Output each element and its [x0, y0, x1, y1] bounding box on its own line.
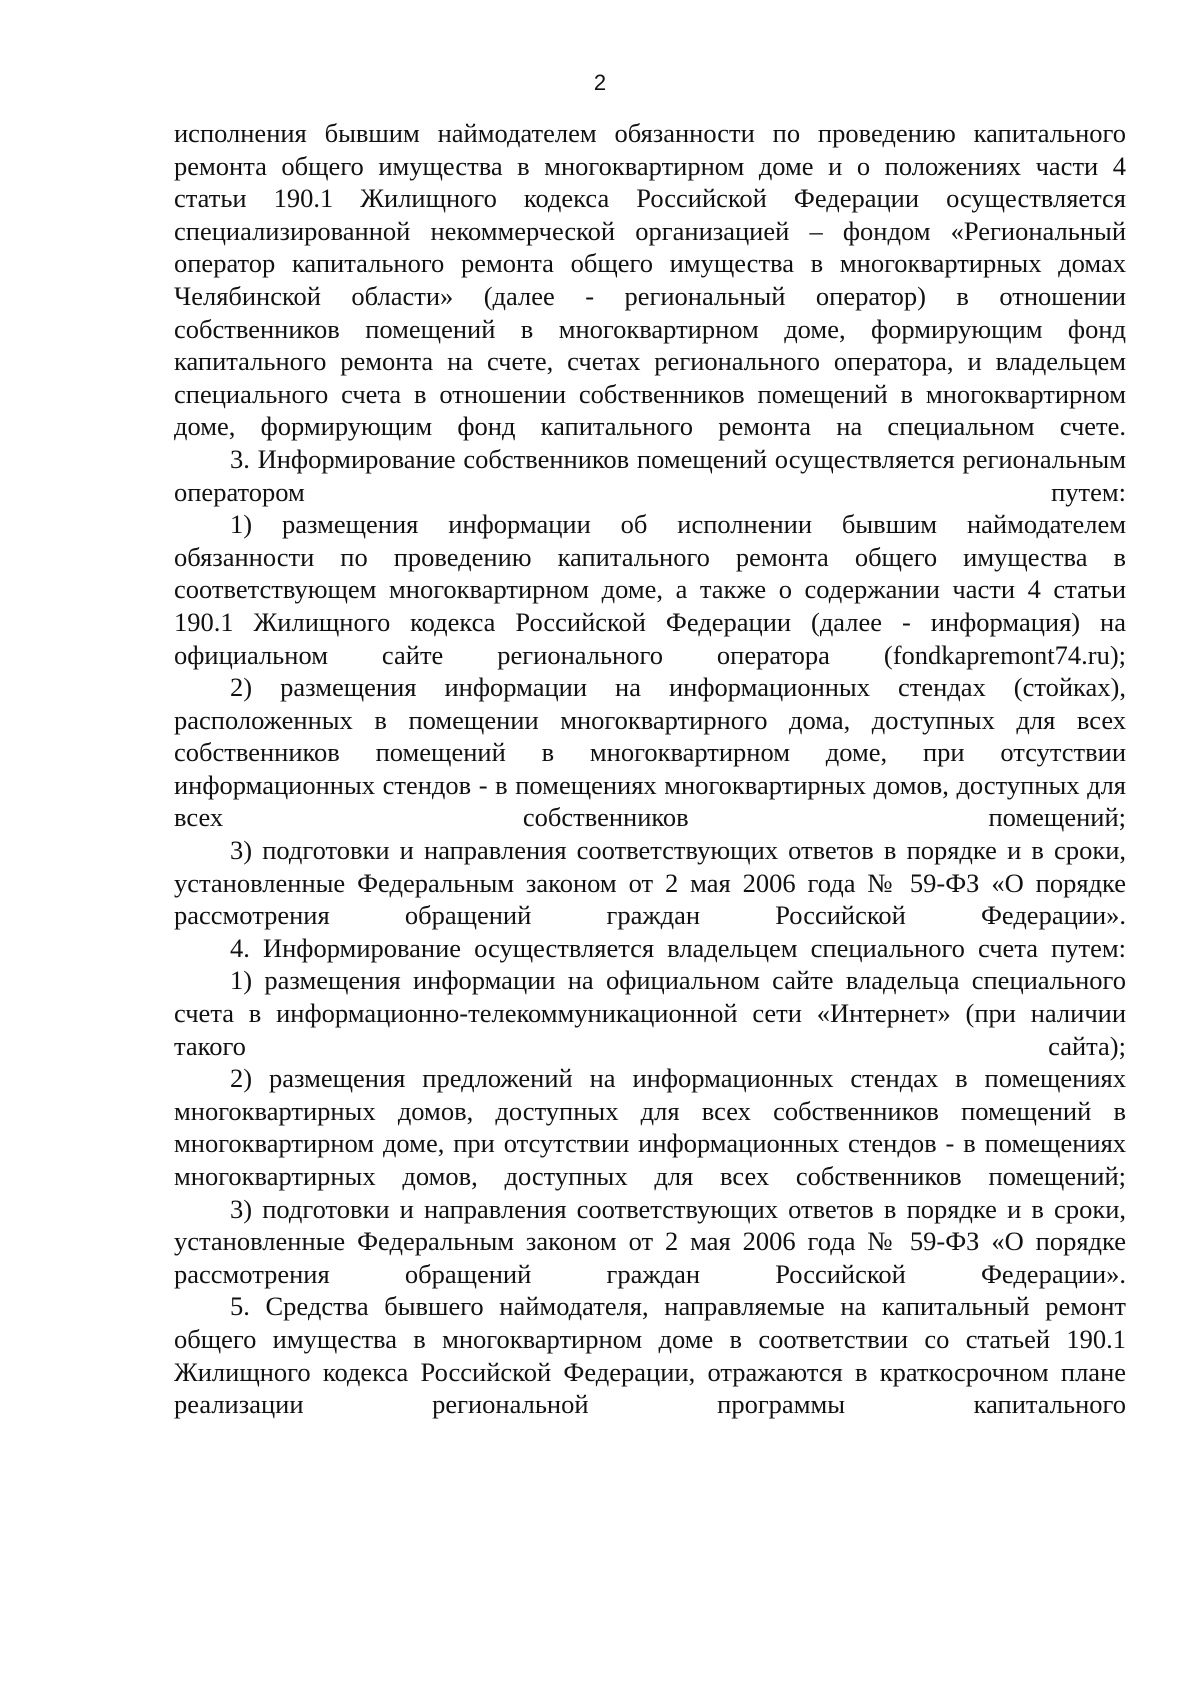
text-line: региональный оператор) в отношении собственников помещений: [174, 280, 1126, 344]
paragraph-item-3-1: [174, 508, 1126, 671]
text-line: помещений;: [988, 1161, 1127, 1191]
text-line: «О порядке рассмотрения обращений граждан Российской Федерации».: [174, 1226, 1126, 1289]
text-line: общего имущества в многоквартирных домах Челябинской области» (далее -: [174, 248, 1127, 311]
paragraph-item-4-1: [174, 964, 1126, 1062]
text-line: доступных для всех собственников помещений;: [174, 769, 1126, 833]
page-number: 2: [593, 70, 607, 95]
text-line: региональным оператором путем:: [174, 443, 1126, 507]
paragraph-item-3: [174, 443, 1126, 508]
paragraph-continuation: [174, 117, 1126, 443]
text-line: 3) подготовки и направления соответствующих ответов в порядке: [230, 835, 997, 866]
text-line: и о положениях части 4 статьи 190.1 Жилищного кодекса Российской: [174, 150, 1126, 214]
text-line: специального счета в информационно-телекоммуникационной сети: [174, 965, 1126, 1029]
text-line: статьи 190.1 Жилищного кодекса Российской Федерации (далее -: [174, 574, 1127, 637]
text-line: информационных стендов - в помещениях многоквартирных домов,: [174, 769, 949, 800]
text-line: со статьей 190.1 Жилищного кодекса Российской Федерации, отражаются: [174, 1323, 1127, 1387]
paragraph-item-4: [174, 932, 1126, 965]
text-line: многоквартирных домов, доступных для всех собственников помещений: [174, 1095, 1092, 1126]
text-line: в соответствующем многоквартирном доме, а также о содержании части 4: [174, 541, 1127, 605]
paragraph-item-3-2: [174, 671, 1126, 834]
text-line: информация) на официальном сайте регионального оператора: [174, 606, 1126, 670]
text-line: в отношении собственников помещений в многоквартирном доме,: [174, 378, 1127, 442]
text-line: 4. Информирование осуществляется владельцем специального счета: [230, 932, 1038, 963]
document-body: [174, 117, 1126, 1421]
text-line: 2) размещения информации на информационных стендах (стойках),: [230, 672, 1126, 703]
text-line: и в сроки, установленные Федеральным законом от 2 мая 2006 года № 59-ФЗ: [174, 1193, 1126, 1257]
text-line: путем:: [1051, 932, 1127, 963]
text-line: исполнения бывшим наймодателем обязанности по проведению: [174, 118, 956, 148]
text-line: 3. Информирование собственников помещений осуществляется: [230, 443, 955, 474]
text-line: 1) размещения информации об исполнении бывшим наймодателем: [230, 509, 1126, 540]
paragraph-item-4-3: [174, 1193, 1126, 1291]
text-line: в краткосрочном плане реализации региональной программы капитального: [174, 1356, 1127, 1420]
text-line: 5. Средства бывшего наймодателя, направляемые на капитальный: [230, 1291, 1030, 1322]
text-line: расположенных в помещении многоквартирного дома, доступных для всех: [174, 704, 1126, 735]
text-line: в помещениях многоквартирных домов, доступных для всех собственников: [174, 1128, 1127, 1191]
paragraph-item-4-2: [174, 1062, 1126, 1192]
text-line: ремонт общего имущества в многоквартирном доме в соответствии: [174, 1291, 1126, 1354]
text-line: «Интернет» (при наличии такого сайта);: [174, 998, 1127, 1061]
text-line: (fondkapremont74.ru);: [883, 639, 1127, 670]
text-line: капитального ремонта общего имущества в многоквартирном доме: [174, 118, 1126, 181]
text-line: формирующим фонд капитального ремонта на специальном счете.: [260, 411, 1126, 442]
text-line: в многоквартирном доме, формирующим фонд капитального ремонта: [174, 313, 1127, 377]
text-line: 3) подготовки и направления соответствующих ответов в порядке: [230, 1193, 997, 1224]
text-line: «О порядке рассмотрения обращений граждан Российской Федерации».: [174, 867, 1126, 931]
text-line: собственников помещений в многоквартирном доме, при отсутствии: [174, 737, 1126, 768]
text-line: 1) размещения информации на официальном сайте владельца: [230, 965, 960, 996]
text-line: 2) размещения предложений на информационных стендах в помещениях: [230, 1063, 1126, 1094]
text-line: организацией – фондом «Региональный оператор капитального ремонта: [174, 215, 1126, 279]
text-line: в многоквартирном доме, при отсутствии информационных стендов -: [174, 1095, 1127, 1159]
paragraph-item-3-3: [174, 834, 1126, 932]
text-line: обязанности по проведению капитального ремонта общего имущества: [174, 541, 1088, 572]
text-line: и в сроки, установленные Федеральным законом от 2 мая 2006 года № 59-ФЗ: [174, 835, 1126, 898]
text-line: на счете, счетах регионального оператора, и владельцем специального счета: [174, 346, 1126, 409]
text-line: Федерации осуществляется специализированной некоммерческой: [174, 183, 1127, 246]
paragraph-item-5: [174, 1290, 1126, 1420]
